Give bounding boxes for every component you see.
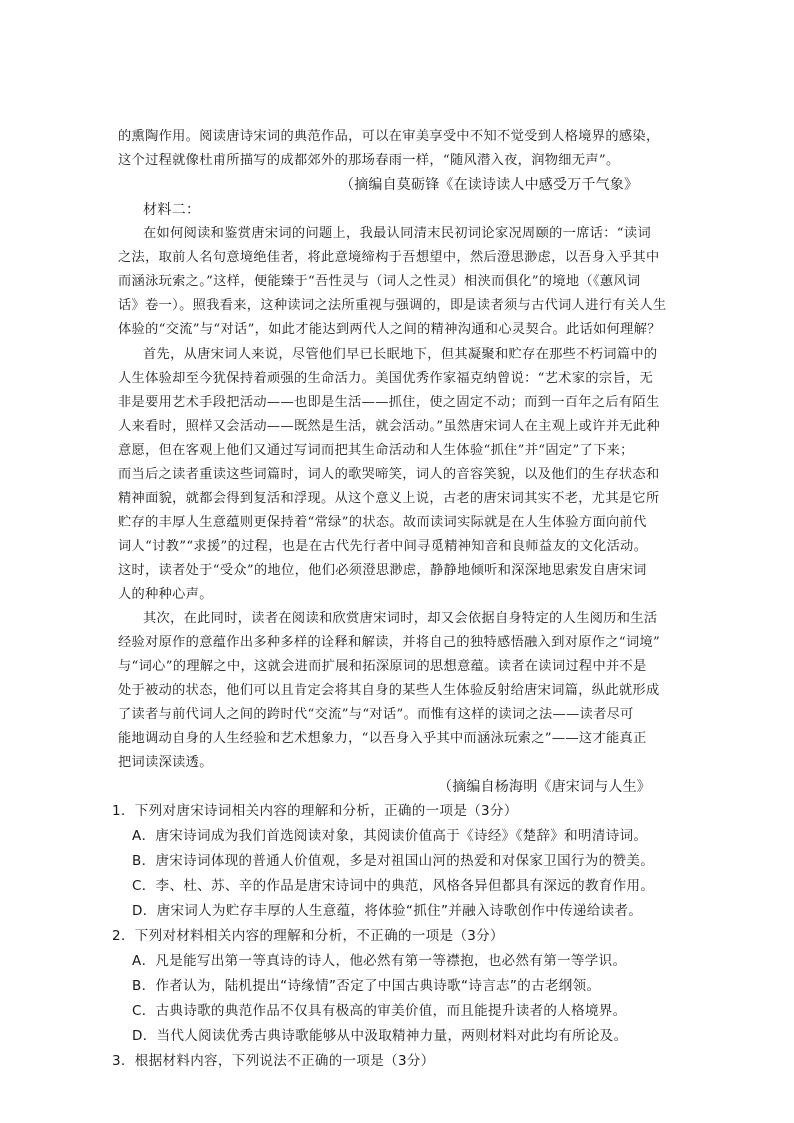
question-option[interactable]: B．作者认为，陆机提出“诗缘情”否定了中国古典诗歌“诗言志”的古老纲领。 [132,978,601,994]
question-option[interactable]: D．唐宋词人为贮存丰厚的人生意蕴，将体验“抓住”并融入诗歌创作中传递给读者。 [132,903,643,919]
question-option[interactable]: C．古典诗歌的典范作品不仅具有极高的审美价值，而且能提升读者的人格境界。 [132,1003,627,1019]
question-stem: 1．下列对唐宋诗词相关内容的理解和分析，正确的一项是（3分） [112,803,518,819]
material2-heading: 材料二： [143,202,201,218]
material2-line: 非是要用艺术手段把活动——也即是生活——抓住，使之固定不动；而到一百年之后有陌生 [118,395,660,410]
material2-line: 精神面貌，就都会得到复活和浮现。从这个意义上说，古老的唐宋词其实不老，尤其是它所 [118,491,660,506]
material2-line: 人生体验却至今犹保持着顽强的生命活力。美国优秀作家福克纳曾说：“艺术家的宗旨，无 [118,371,654,386]
material2-line: 意愿，但在客观上他们又通过写词而把其生命活动和人生体验“抓住”并“固定”了下来； [118,443,634,458]
material2-line: 体验的“交流”与“对话”，如此才能达到两代人之间的精神沟通和心灵契合。此话如何理解？ [118,322,661,337]
material2-line: 话》卷一）。照我看来，这种读词之法所重视与强调的，即是读者须与古代词人进行有关人生 [118,298,667,313]
material2-line: 能地调动自身的人生经验和艺术想象力，“以吾身入乎其中而涵泳玩索之”——这才能真正 [118,731,647,746]
question-option[interactable]: C．李、杜、苏、辛的作品是唐宋诗词中的典范，风格各异但都具有深远的教育作用。 [132,878,655,894]
material2-line: 而涵泳玩索之。”这样，便能臻于“吾性灵与（词人之性灵）相浃而俱化”的境地（《蕙风词 [118,274,641,289]
question-option[interactable]: A．凡是能写出第一等真诗的诗人，他必然有第一等襟抱，也必然有第一等学识。 [132,953,627,969]
material2-line: 这时，读者处于“受众”的地位，他们必须澄思渺虑，静静地倾听和深深地思索发自唐宋词 [118,563,647,578]
question-stem: 3．根据材料内容，下列说法不正确的一项是（3分） [112,1053,435,1069]
material2-line: 而当后之读者重读这些词篇时，词人的歌哭啼笑，词人的音容笑貌，以及他们的生存状态和 [118,467,660,482]
material2-line: 其次，在此同时，读者在阅读和欣赏唐宋词时，却又会依据自身特定的人生阅历和生活 [143,611,658,626]
material2-line: 首先，从唐宋词人来说，尽管他们早已长眠地下，但其凝聚和贮存在那些不朽词篇中的 [143,347,658,362]
material1-line: 这个过程就像杜甫所描写的成都郊外的那场春雨一样，“随风潜入夜，润物细无声”。 [118,153,620,168]
material2-line: 贮存的丰厚人生意蕴则更保持着“常绿”的状态。故而读词实际就是在人生体验方面向前代 [118,515,647,530]
material2-line: 人的种种心声。 [118,587,213,602]
material2-line: 在如何阅读和鉴赏唐宋词的问题上，我最认同清末民初词论家况周颐的一席话：“读词 [143,226,651,241]
material2-line: 把词读深读透。 [118,755,213,770]
material2-line: 词人“讨教”“求援”的过程，也是在古代先行者中间寻觅精神知音和良师益友的文化活动。 [118,539,648,554]
question-option[interactable]: B．唐宋诗词体现的普通人价值观，多是对祖国山河的热爱和对保家卫国行为的赞美。 [132,853,655,869]
question-stem: 2．下列对材料相关内容的理解和分析，不正确的一项是（3分） [112,928,504,944]
material2-line: 人来看时，照样又会活动——既然是生活，就会活动。”虽然唐宋词人在主观上或许并无此种 [118,419,660,434]
material2-line: 处于被动的状态，他们可以且肯定会将其自身的某些人生体验反射给唐宋词篇，纵此就形成 [118,683,660,698]
material2-line: 与“词心”的理解之中，这就会进而扩展和拓深原词的思想意蕴。读者在读词过程中并不是 [118,659,647,674]
material2-line: 经验对原作的意蕴作出多种多样的诠释和解读，并将自己的独特感悟融入到对原作之“词境” [118,635,661,650]
material1-line: 的熏陶作用。阅读唐诗宋词的典范作品，可以在审美享受中不知不觉受到人格境界的感染， [118,129,660,144]
material2-line: 之法，取前人名句意境绝佳者，将此意境缔构于吾想望中，然后澄思渺虑，以吾身入乎其中 [118,250,660,265]
material1-source: （摘编自莫砺锋《在读诗读人中感受万千气象》 [340,177,639,193]
question-option[interactable]: A．唐宋诗词成为我们首选阅读对象，其阅读价值高于《诗经》《楚辞》和明清诗词。 [132,828,648,844]
material2-source: （摘编自杨海明《唐宋词与人生》 [438,779,651,795]
question-option[interactable]: D．当代人阅读优秀古典诗歌能够从中汲取精神力量，两则材料对此均有所论及。 [132,1028,628,1044]
material2-line: 了读者与前代词人之间的跨时代“交流”与“对话”。而惟有这样的读词之法——读者尽可 [118,707,634,722]
